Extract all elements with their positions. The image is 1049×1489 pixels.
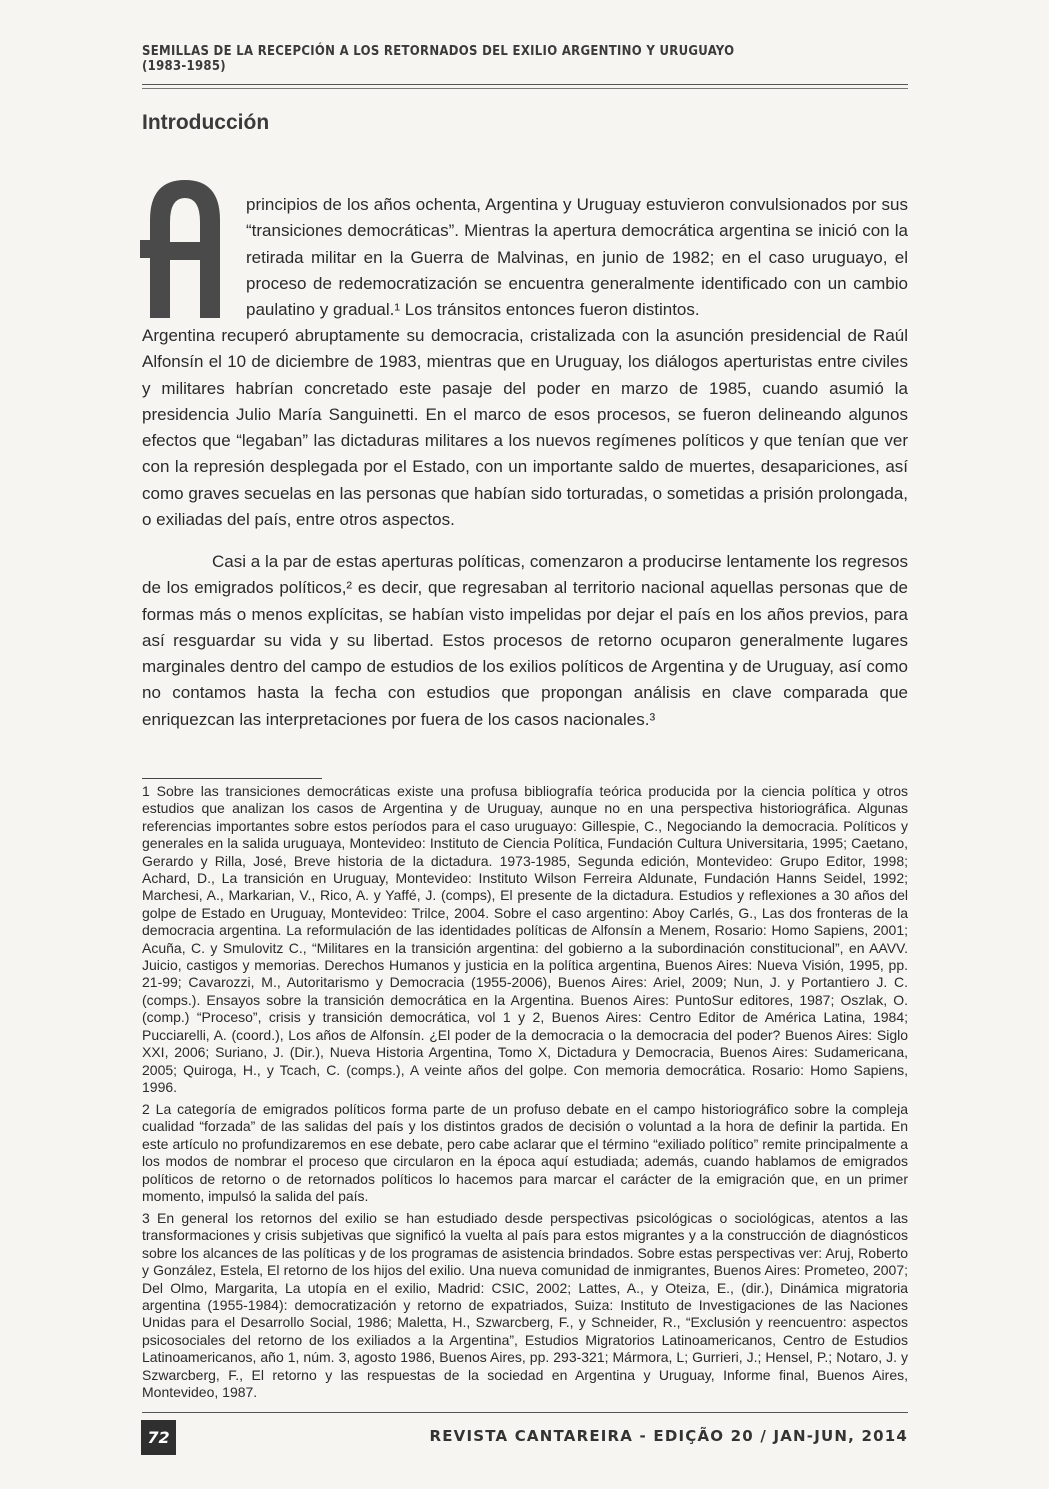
paragraph-2: Casi a la par de estas aperturas políticas, comenzaron a producirse lentamente los regresos de los emigrados políticos,² es decir, que regresaban al territorio nacional aquellas personas que de formas más o menos explícitas, se habían visto impelidas por dejar el país en los años previos, para así resguardar su vida y su libertad. Estos procesos de retorno ocuparon generalmente lugares marginales dentro del campo de estudios de los exilios políticos de Argentina y de Uruguay, así como no contamos hasta la fecha con estudios que propongan análisis en clave comparada que enriquezcan las interpretaciones por fuera de los casos nacionales.³ bbox=[142, 552, 908, 729]
running-header-line2: (1983-1985) bbox=[142, 59, 226, 74]
paragraph-1-wrapped: principios de los años ochenta, Argentina y Uruguay estuvieron convulsionados por sus “transiciones democráticas”. Mientras la apertura democrática argentina se inició con la retirada militar en la Guerra de Malvinas, en junio de 1982; en el caso uruguayo, el proceso de redemocratización se encuentra generalmente identificado con un cambio paulatino y gradual.¹ Los tránsitos entonces fueron distintos. bbox=[246, 195, 908, 320]
section-title: Introducción bbox=[142, 111, 270, 134]
journal-footer: REVISTA CANTAREIRA - EDIÇÃO 20 / JAN-JUN, 2014 bbox=[429, 1427, 908, 1445]
footer-rule bbox=[142, 1412, 908, 1413]
footnote-separator bbox=[142, 778, 322, 779]
header-rule-bottom bbox=[142, 88, 908, 89]
footnote-1: 1 Sobre las transiciones democráticas existe una profusa bibliografía teórica producida por la ciencia política y otros estudios que analizan los casos de Argentina y de Uruguay, aunque no en una perspectiva historiográfica. Algunas referencias importantes sobre estos períodos para el caso uruguayo: Gillespie, C., Negociando la democracia. Políticos y generales en la salida uruguaya, Montevideo: Instituto de Ciencia Política, Fundación Cultura Universitaria, 1995; Caetano, Gerardo y Rilla, José, Breve historia de la dictadura. 1973-1985, Segunda edición, Montevideo: Grupo Editor, 1998; Achard, D., La transición en Uruguay, Montevideo: Instituto Wilson Ferreira Aldunate, Fundación Hanns Seidel, 1992; Marchesi, A., Markarian, V., Rico, A. y Yaffé, J. (comps), El presente de la dictadura. Estudios y reflexiones a 30 años del golpe de Estado en Uruguay, Montevideo: Trilce, 2004. Sobre el caso argentino: Aboy Carlés, G., Las dos fronteras de la democracia argentina. La reformulación de las identidades políticas de Alfonsín a Menem, Rosario: Homo Sapiens, 2001; Acuña, C. y Smulovitz C., “Militares en la transición argentina: del gobierno a la subordinación constitucional”, en AAVV. Juicio, castigos y memorias. Derechos Humanos y justicia en la política argentina, Buenos Aires: Nueva Visión, 1995, pp. 21-99; Cavarozzi, M., Autoritarismo y Democracia (1955-2006), Buenos Aires: Ariel, 2009; Nun, J. y Portantiero J. C. (comps.). Ensayos sobre la transición democrática en la Argentina. Buenos Aires: PuntoSur editores, 1987; Oszlak, O. (comp.) “Proceso”, crisis y transición democrática, vol 1 y 2, Buenos Aires: Centro Editor de América Latina, 1984; Pucciarelli, A. (coord.), Los años de Alfonsín. ¿El poder de la democracia o la democracia del poder? Buenos Aires: Siglo XXI, 2006; Suriano, J. (Dir.), Nueva Historia Argentina, Tomo X, Dictadura y Democracia, Buenos Aires: Sudamericana, 2005; Quiroga, H., y Tcach, C. (comps.), A veinte años del golpe. Con memoria democrática. Rosario: Homo Sapiens, 1996. bbox=[142, 783, 908, 1095]
footnote-3: 3 En general los retornos del exilio se han estudiado desde perspectivas psicológicas o sociológicas, atentos a las transformaciones y crisis subjetivas que significó la vuelta al país para estos migrantes y a la construcción de diagnósticos sobre los alcances de las políticas y de los programas de asistencia brindados. Sobre estas perspectivas ver: Aruj, Roberto y González, Estela, El retorno de los hijos del exilio. Una nueva comunidad de inmigrantes, Buenos Aires: Prometeo, 2007; Del Olmo, Margarita, La utopía en el exilio, Madrid: CSIC, 2002; Lattes, A., y Oteiza, E., (dir.), Dinámica migratoria argentina (1955-1984): democratización y retorno de expatriados, Suiza: Instituto de Investigaciones de las Naciones Unidas para el Desarrollo Social, 1986; Maletta, H., Szwarcberg, F., y Schneider, R., “Exclusión y reencuentro: aspectos psicosociales del retorno de los exiliados a la Argentina”, Estudios Migratorios Latinoamericanos, Centro de Estudios Latinoamericanos, año 1, núm. 3, agosto 1986, Buenos Aires, pp. 293-321; Mármora, L; Gurrieri, J.; Hensel, P.; Notaro, J. y Szwarcberg, F., El retorno y las respuestas de la sociedad en Argentina y Uruguay, Informe final, Buenos Aires, Montevideo, 1987. bbox=[142, 1210, 908, 1401]
footnote-2: 2 La categoría de emigrados políticos forma parte de un profuso debate en el campo historiográfico sobre la compleja cualidad “forzada” de las salidas del país y los distintos grados de decisión o voluntad a la hora de definir la partida. En este artículo no profundizaremos en ese debate, pero cabe aclarar que el término “exiliado político” remite principalmente a los modos de nombrar el proceso que circularon en la época aquí estudiada; además, cuando hablamos de emigrados políticos de retorno o de retornados políticos lo hacemos para marcar el carácter de la emigración que, en un primer momento, impulsó la salida del país. bbox=[142, 1101, 908, 1205]
running-header-line1: SEMILLAS DE LA RECEPCIÓN A LOS RETORNADOS DEL EXILIO ARGENTINO Y URUGUAYO bbox=[142, 44, 735, 59]
running-header bbox=[142, 44, 908, 74]
page-number: 72 bbox=[141, 1420, 176, 1455]
header-rule-top bbox=[142, 84, 908, 85]
paragraph-1-continued: Argentina recuperó abruptamente su democracia, cristalizada con la asunción presidencial de Raúl Alfonsín el 10 de diciembre de 1983, mientras que en Uruguay, los diálogos aperturistas entre civiles y militares habrían concretado este pasaje del poder en marzo de 1985, cuando asumió la presidencia Julio María Sanguinetti. En el marco de esos procesos, se fueron delineando algunos efectos que “legaban” las dictaduras militares a los nuevos regímenes políticos y que tenían que ver con la represión desplegada por el Estado, con un importante saldo de muertes, desapariciones, así como graves secuelas en las personas que habían sido torturadas, o sometidas a prisión prolongada, o exiliadas del país, entre otros aspectos. bbox=[142, 326, 908, 530]
dropcap-letter-a bbox=[140, 180, 230, 318]
